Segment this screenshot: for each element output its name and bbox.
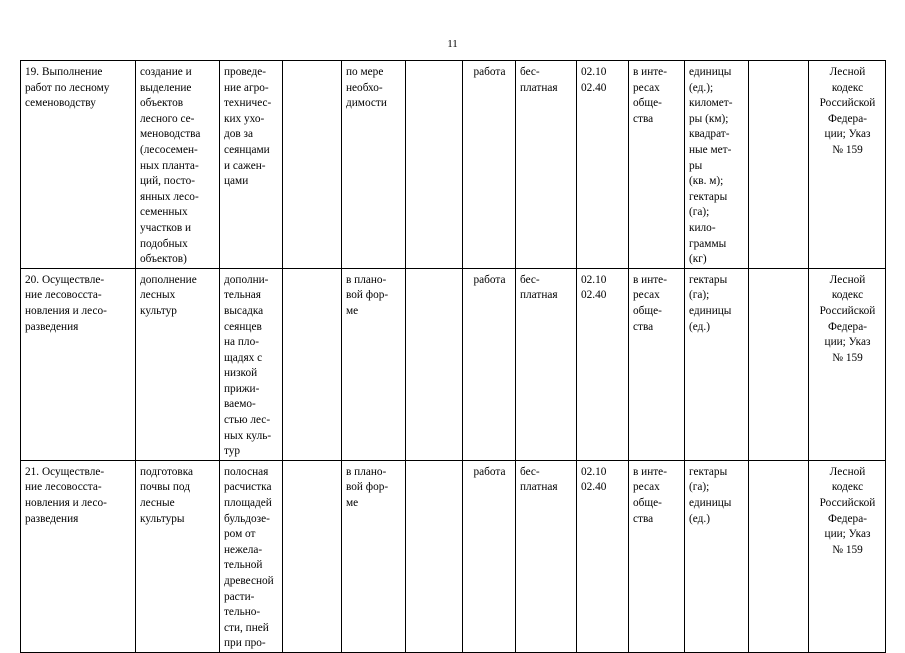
cell-payment: бес- платная [516, 61, 577, 269]
cell-empty [283, 460, 342, 652]
page-number: 11 [447, 38, 458, 50]
cell-empty [283, 268, 342, 460]
cell-action: дополни- тельная высадка сеянцев на пло- щадях с низкой прижи- ваемо- стью лес- ных куль- тур [220, 268, 283, 460]
cell-content: подготовка почвы под лесные культуры [136, 460, 220, 652]
cell-service-name: 21. Осуществле- ние лесовосста- новления и лесо- разведения [21, 460, 136, 652]
cell-content: дополнение лесных культур [136, 268, 220, 460]
cell-timing: в плано- вой фор- ме [342, 460, 406, 652]
cell-empty [406, 268, 463, 460]
cell-legal-basis: Лесной кодекс Российской Федера- ции; Указ № 159 [809, 61, 886, 269]
cell-empty [749, 268, 809, 460]
cell-type: работа [463, 460, 516, 652]
cell-service-name: 19. Выполнение работ по лесному семеноводству [21, 61, 136, 269]
cell-empty [749, 460, 809, 652]
table-row [21, 268, 886, 460]
cell-timing: по мере необхо- димости [342, 61, 406, 269]
cell-payment: бес- платная [516, 460, 577, 652]
cell-empty [406, 460, 463, 652]
cell-action: полосная расчистка площадей бульдозе- ром от нежела- тельной древесной расти- тельно- сти, пней при про- [220, 460, 283, 652]
cell-codes: 02.10 02.40 [577, 268, 629, 460]
cell-recipient: в инте- ресах обще- ства [629, 268, 685, 460]
cell-legal-basis: Лесной кодекс Российской Федера- ции; Указ № 159 [809, 460, 886, 652]
cell-timing: в плано- вой фор- ме [342, 268, 406, 460]
cell-legal-basis: Лесной кодекс Российской Федера- ции; Указ № 159 [809, 268, 886, 460]
table-row [21, 61, 886, 269]
cell-units: гектары (га); единицы (ед.) [685, 460, 749, 652]
cell-type: работа [463, 268, 516, 460]
services-registry-table [20, 60, 886, 653]
cell-empty [283, 61, 342, 269]
cell-codes: 02.10 02.40 [577, 460, 629, 652]
cell-action: проведе- ние агро- техничес- ких ухо- дов за сеянцами и сажен- цами [220, 61, 283, 269]
cell-empty [749, 61, 809, 269]
cell-units: гектары (га); единицы (ед.) [685, 268, 749, 460]
table-row [21, 460, 886, 652]
cell-recipient: в инте- ресах обще- ства [629, 460, 685, 652]
cell-recipient: в интe- ресах обще- ства [629, 61, 685, 269]
cell-content: создание и выделение объектов лесного се- меноводства (лесосемен- ных планта- ций, посто- янных лесо- семенных участков и подобных объектов) [136, 61, 220, 269]
cell-type: работа [463, 61, 516, 269]
cell-payment: бес- платная [516, 268, 577, 460]
cell-service-name: 20. Осуществле- ние лесовосста- новления и лесо- разведения [21, 268, 136, 460]
cell-empty [406, 61, 463, 269]
cell-codes: 02.10 02.40 [577, 61, 629, 269]
cell-units: единицы (ед.); километ- ры (км); квадрат- ные мет- ры (кв. м); гектары (га); кило- граммы (кг) [685, 61, 749, 269]
